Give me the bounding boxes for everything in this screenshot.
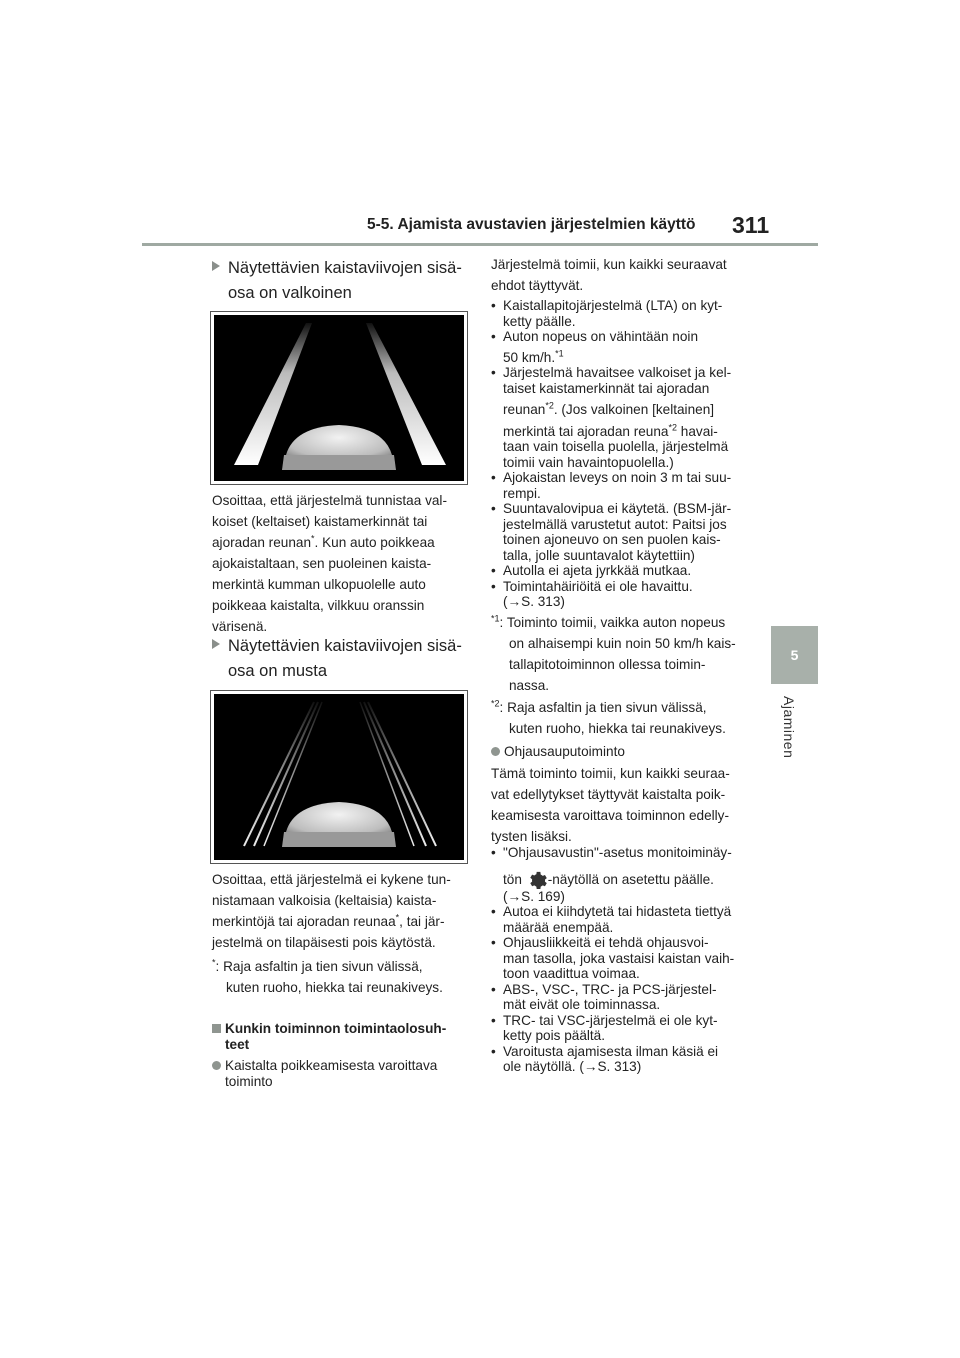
list-item: • Ajokaistan leveys on noin 3 m tai suu- rempi. [491,470,761,501]
list-item: • Toimintahäiriöitä ei ole havaittu. (→S. 313) [491,579,761,610]
list-item: • Järjestelmä havaitsee valkoiset ja kel- taiset kaistamerkinnät tai ajoradan reunan$^{*2}$. (Jos valkoinen [keltainen] merkintä tai ajoradan reuna$^{*2}$ havai- taan vain toisella puolella, järjestelmä toimii vain havaintopuolella.) [491,365,761,470]
heading-white-lines: Näytettävien kaistaviivojen sisä- osa on valkoinen [212,256,462,306]
list-item: • Autolla ei ajeta jyrkkää mutkaa. [491,563,761,579]
item-steering-assist: Ohjausauputoiminto [491,741,761,762]
circle-bullet-icon [212,1061,221,1070]
list-item: • Autoa ei kiihdytetä tai hidasteta tiettyä määrää enempää. [491,904,763,935]
paragraph-black-lines: Osoittaa, että järjestelmä ei kykene tun- nistamaan valkoisia (keltaisia) kaista- merkintöjä tai ajoradan reunaa*, tai jär- jestelmä on tilapäisesti pois käytöstä. [212,872,451,950]
page-number: 311 [732,212,770,238]
triangle-bullet-icon [212,261,220,271]
heading-black-lines: Näytettävien kaistaviivojen sisä- osa on musta [212,634,462,684]
lane-display-image-black [210,690,468,864]
section-title: 5-5. Ajamista avustavien järjestelmien käyttö [367,216,696,233]
header-divider [142,243,818,246]
subheading-conditions: Kunkin toiminnon toimintaolosuh- teet [212,1021,472,1052]
footnote-left: *: Raja asfaltin ja tien sivun välissä, kuten ruoho, hiekka tai reunakiveys. [212,957,443,995]
steering-conditions-list [491,845,763,1075]
lane-display-image-white [210,311,468,485]
circle-bullet-icon [491,747,500,756]
square-bullet-icon [212,1024,221,1033]
intro-conditions: Järjestelmä toimii, kun kaikki seuraavat ehdot täyttyvät. [491,257,727,293]
item-lane-departure-alert: Kaistalta poikkeamisesta varoittava toiminto [212,1058,472,1089]
list-item: • Kaistallapitojärjestelmä (LTA) on kyt- ketty päälle. [491,298,761,329]
list-item: • Varoitusta ajamisesta ilman käsiä ei ole näytöllä. (→S. 313) [491,1044,763,1075]
list-item: • TRC- tai VSC-järjestelmä ei ole kyt- ketty pois päältä. [491,1013,763,1044]
paragraph-white-lines: Osoittaa, että järjestelmä tunnistaa val- koiset (keltaiset) kaistamerkinnät tai ajoradan reunan*. Kun auto poikkeaa ajokaistaltaan, sen puoleinen kaista- merkintä kumman ulkopuolelle auto poikkeaa kaistalta, vilkkuu oranssin värisenä. [212,493,447,634]
list-item: • "Ohjausavustin"-asetus monitoiminäy- tön -näytöllä on asetettu päälle. (→S. 169) [491,845,763,904]
chapter-label: Ajaminen [781,696,797,759]
chapter-tab: 5 [771,626,818,684]
list-item: • Ohjausliikkeitä ei tehdä ohjausvoi- man tasolla, joka vastaisi kaistan vaih- toon vaadittua voimaa. [491,935,763,982]
footnote-2: $^{*2}$: Raja asfaltin ja tien sivun välissä, kuten ruoho, hiekka tai reunakiveys. [491,698,726,736]
list-item: • ABS-, VSC-, TRC- ja PCS-järjestel- mät eivät ole toiminnassa. [491,982,763,1013]
list-item: • Auton nopeus on vähintään noin 50 km/h.$^{*1}$ [491,329,761,365]
settings-gear-icon [527,869,547,889]
footnote-1: $^{*1}$: Toiminto toimii, vaikka auton nopeus on alhaisempi kuin noin 50 km/h kais- tallapitotoiminnon ollessa toimin- nassa. [491,613,736,693]
list-item: • Suuntavalovipua ei käytetä. (BSM-jär- jestelmällä varustetut autot: Paitsi jos toinen ajoneuvo on sen puolen kais- talla, jolle suuntavalot käytettiin) [491,501,761,563]
conditions-list [491,298,761,610]
triangle-bullet-icon [212,639,220,649]
paragraph-steering-assist: Tämä toiminto toimii, kun kaikki seuraa- vat edellytykset täyttyvät kaistalta poik- keamisesta varoittava toiminnon edelly- tysten lisäksi. [491,766,730,844]
